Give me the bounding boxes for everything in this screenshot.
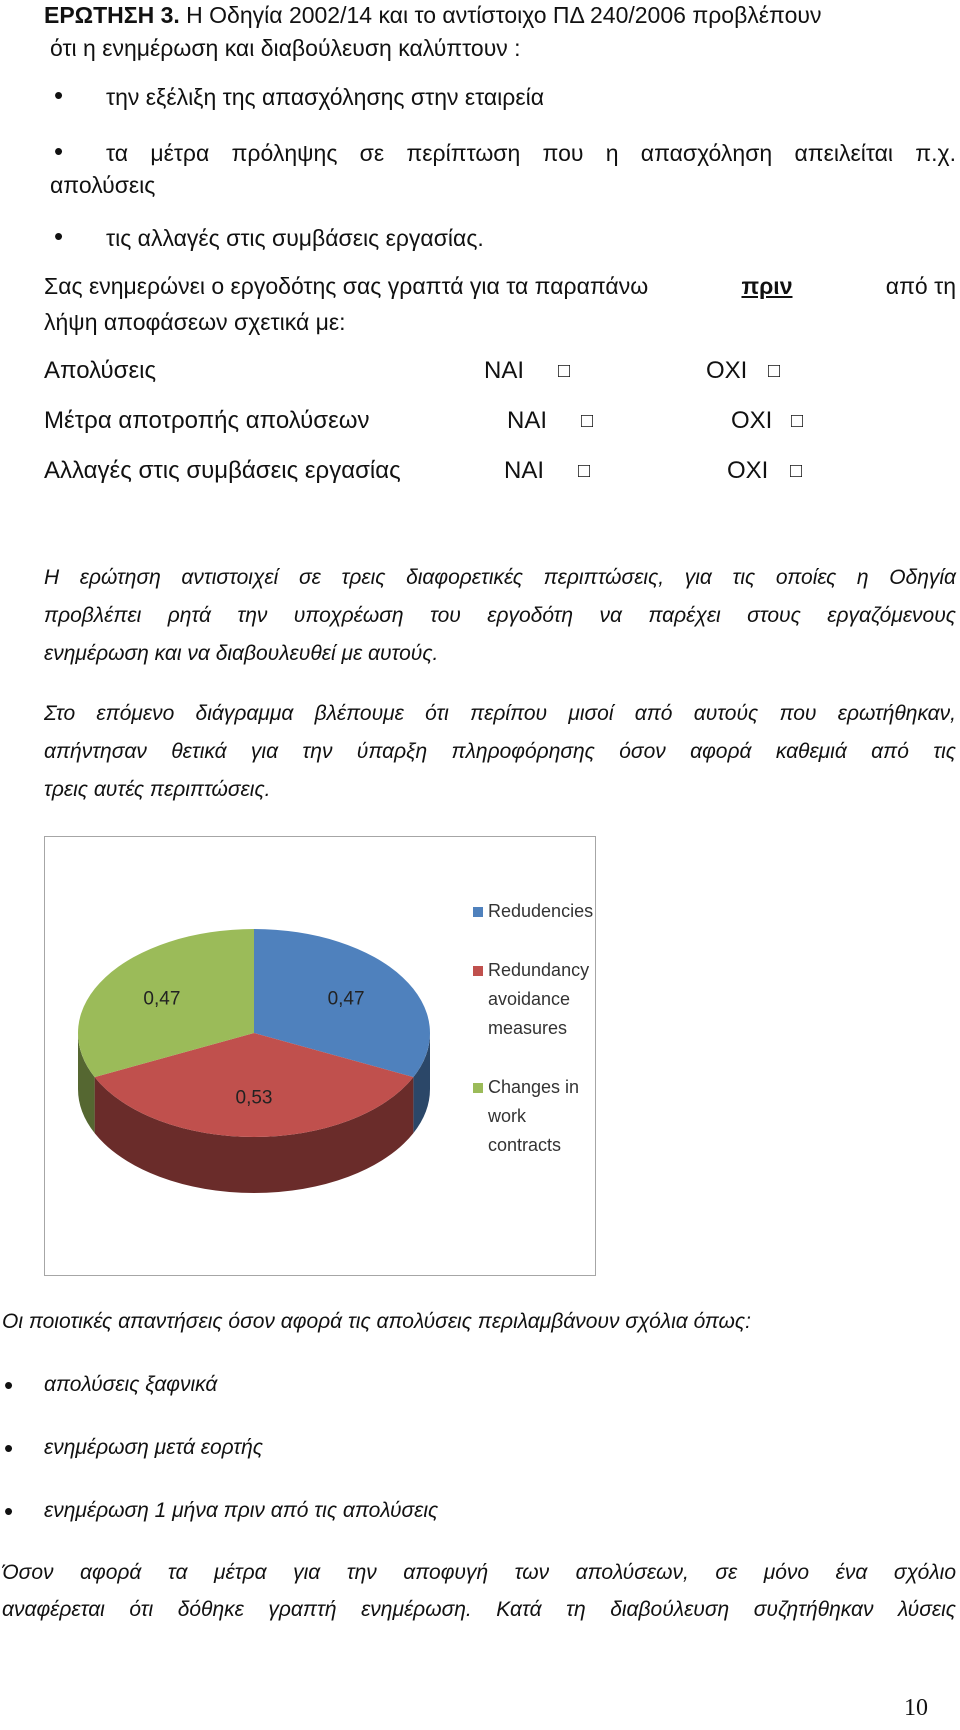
legend-label-2: work bbox=[488, 1106, 527, 1126]
question-ask-line1 bbox=[44, 271, 956, 301]
bullet-dot: • bbox=[4, 1370, 14, 1400]
no-checkbox[interactable]: □ bbox=[791, 410, 804, 432]
question-intro-line2: ότι η ενημέρωση και διαβούλευση καλύπτουν : bbox=[50, 35, 521, 61]
legend-label-1: Redundancy bbox=[488, 960, 590, 980]
bullet-dot: • bbox=[54, 221, 64, 251]
legend-label-0: Redudencies bbox=[488, 901, 594, 921]
commentary-p2-line3: τρεις αυτές περιπτώσεις. bbox=[44, 778, 271, 801]
pie-data-label-1: 0,53 bbox=[235, 1087, 273, 1109]
qualitative-bullet-2: ενημέρωση μετά εορτής bbox=[44, 1436, 263, 1459]
option-label: Μέτρα αποτροπής απολύσεων bbox=[44, 407, 370, 434]
ask-emphasis: πριν bbox=[741, 273, 793, 299]
bullet-dot: • bbox=[54, 80, 64, 110]
option-label: Απολύσεις bbox=[44, 357, 157, 384]
legend-swatch-2 bbox=[473, 1083, 483, 1093]
closing-line2: αναφέρεται ότι δόθηκε γραπτή ενημέρωση. Κατά τη διαβούλευση συζητήθηκαν λύσεις bbox=[2, 1598, 956, 1621]
option-no-label: ΟΧΙ bbox=[731, 407, 773, 434]
qualitative-bullet-3: ενημέρωση 1 μήνα πριν από τις απολύσεις bbox=[44, 1499, 439, 1522]
question-intro-line1: Η Οδηγία 2002/14 και το αντίστοιχο ΠΔ 240/2006 προβλέπουν bbox=[186, 2, 822, 28]
no-checkbox[interactable]: □ bbox=[768, 360, 781, 382]
closing-line1: Όσον αφορά τα μέτρα για την αποφυγή των απολύσεων, σε μόνο ένα σχόλιο bbox=[2, 1561, 956, 1584]
pie-chart-frame bbox=[44, 836, 596, 1276]
question-label: ΕΡΩΤΗΣΗ 3. bbox=[44, 2, 180, 28]
option-label: Αλλαγές στις συμβάσεις εργασίας bbox=[44, 457, 401, 484]
option-yes-label: ΝΑΙ bbox=[484, 357, 525, 384]
question-ask-line2: λήψη αποφάσεων σχετικά με: bbox=[44, 309, 346, 335]
question-bullet-2-cont: απολύσεις bbox=[50, 172, 156, 198]
question-bullet-1: την εξέλιξη της απασχόλησης στην εταιρεία bbox=[106, 84, 545, 110]
page-number: 10 bbox=[904, 1695, 928, 1721]
question-bullet-3: τις αλλαγές στις συμβάσεις εργασίας. bbox=[106, 225, 484, 251]
option-yes-label: ΝΑΙ bbox=[504, 457, 545, 484]
ask-text-b: από τη bbox=[885, 273, 956, 299]
question-heading bbox=[44, 0, 960, 30]
question-bullet-2: τα μέτρα πρόληψης σε περίπτωση που η απασχόληση απειλείται π.χ. bbox=[106, 140, 956, 166]
no-checkbox[interactable]: □ bbox=[790, 460, 803, 482]
commentary-p2-line1: Στο επόμενο διάγραμμα βλέπουμε ότι περίπου μισοί από αυτούς που ερωτήθηκαν, bbox=[44, 702, 956, 725]
option-no-label: ΟΧΙ bbox=[706, 357, 748, 384]
legend-swatch-1 bbox=[473, 966, 483, 976]
bullet-dot: • bbox=[54, 136, 64, 166]
option-yes-label: ΝΑΙ bbox=[507, 407, 548, 434]
option-no-label: ΟΧΙ bbox=[727, 457, 769, 484]
qualitative-intro: Οι ποιοτικές απαντήσεις όσον αφορά τις απολύσεις περιλαμβάνουν σχόλια όπως: bbox=[2, 1310, 751, 1333]
legend-label-1: avoidance bbox=[488, 989, 571, 1009]
legend-label-2: Changes in bbox=[488, 1077, 580, 1097]
pie-data-label-2: 0,47 bbox=[143, 988, 181, 1010]
yes-checkbox[interactable]: □ bbox=[578, 460, 591, 482]
pie-chart bbox=[45, 837, 597, 1277]
yes-checkbox[interactable]: □ bbox=[558, 360, 571, 382]
bullet-dot: • bbox=[4, 1433, 14, 1463]
commentary-p2-line2: απήντησαν θετικά για την ύπαρξη πληροφόρησης όσον αφορά καθεμιά από τις bbox=[44, 740, 956, 763]
pie-data-label-0: 0,47 bbox=[327, 988, 365, 1010]
ask-text-a: Σας ενημερώνει ο εργοδότης σας γραπτά για τα παραπάνω bbox=[44, 273, 649, 299]
commentary-p1-line3: ενημέρωση και να διαβουλευθεί με αυτούς. bbox=[44, 642, 439, 665]
legend-label-2: contracts bbox=[488, 1135, 562, 1155]
bullet-dot: • bbox=[4, 1496, 14, 1526]
legend-label-1: measures bbox=[488, 1018, 568, 1038]
qualitative-bullet-1: απολύσεις ξαφνικά bbox=[44, 1373, 218, 1396]
commentary-p1-line2: προβλέπει ρητά την υποχρέωση του εργοδότη να παρέχει στους εργαζόμενους bbox=[44, 604, 956, 627]
commentary-p1-line1: Η ερώτηση αντιστοιχεί σε τρεις διαφορετικές περιπτώσεις, για τις οποίες η Οδηγία bbox=[44, 566, 956, 589]
legend-swatch-0 bbox=[473, 907, 483, 917]
yes-checkbox[interactable]: □ bbox=[581, 410, 594, 432]
